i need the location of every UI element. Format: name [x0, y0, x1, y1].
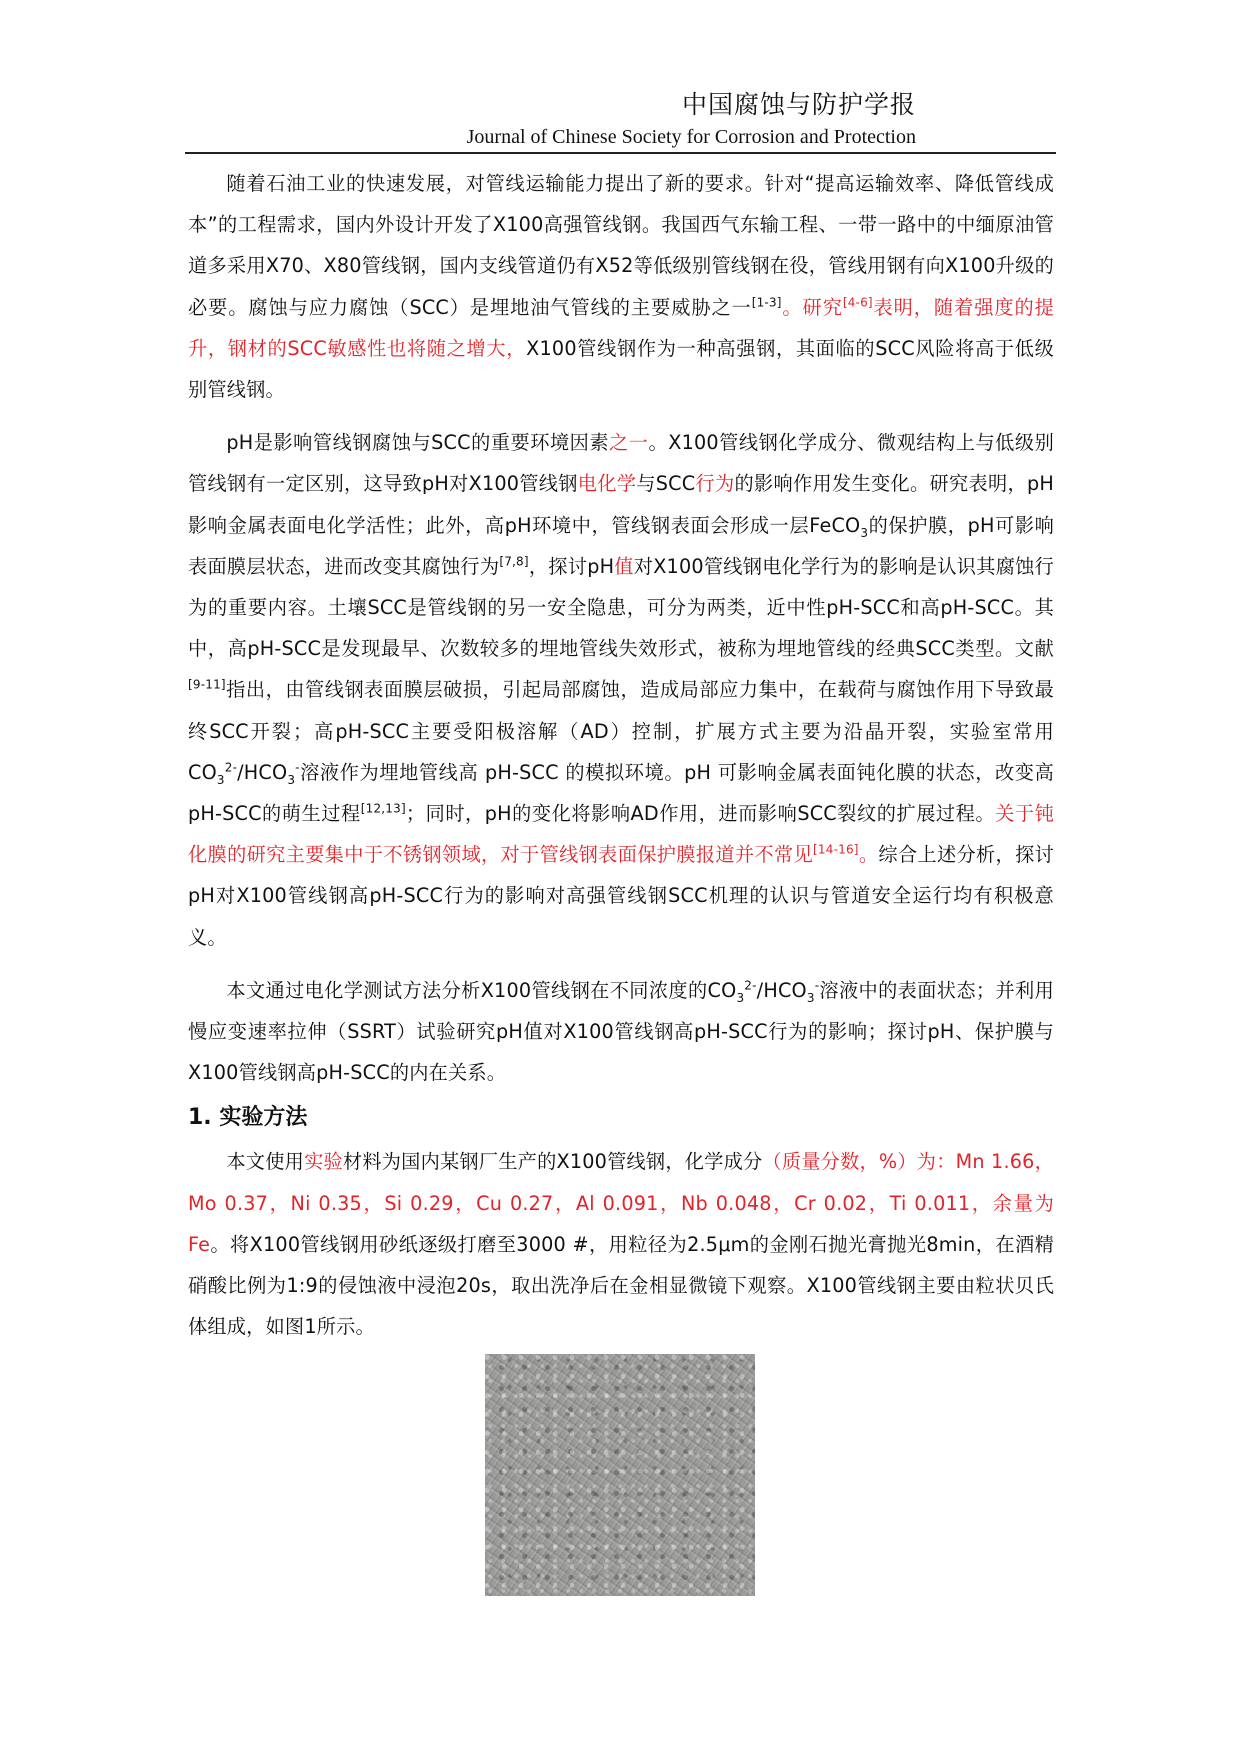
journal-title-zh: 中国腐蚀与防护学报: [681, 90, 916, 119]
text-span: 本文通过电化学测试方法分析X100管线钢在不同浓度的CO: [226, 978, 737, 1002]
citation: [9-11]: [188, 678, 226, 693]
superscript: 2-: [224, 760, 238, 775]
highlight-text: 行为: [695, 472, 735, 496]
text-span: 溶液中的表面状态；并利用慢应变速率拉伸（SSRT）试验研究pH值对X100管线钢高pH-SCC行为的影响；探讨pH、保护膜与X100管线钢高pH-SCC的内在关系。: [188, 978, 1054, 1085]
highlight-text: 。研究: [781, 295, 843, 319]
subscript: 3: [860, 525, 869, 540]
text-span: 材料为国内某钢厂生产的X100管线钢，化学成分: [342, 1150, 763, 1174]
highlight-text: 实验: [304, 1150, 343, 1174]
paragraph-intro-3: [188, 970, 1054, 1094]
text-span: 对X100管线钢电化学行为的影响是认识其腐蚀行为的重要内容。土壤SCC是管线钢的另一安全隐患，可分为两类，近中性pH-SCC和高pH-SCC。其中，高pH-SCC是发现最早、次数较多的埋地管线失效形式，被称为埋地管线的经典SCC类型。文献: [188, 554, 1054, 661]
paragraph-intro-2: [188, 422, 1054, 958]
text-span: 与SCC: [636, 472, 696, 496]
paragraph-methods-1: [188, 1141, 1054, 1347]
header-rule: [185, 152, 1056, 154]
text-span: 。X100管线钢化学成分、微观结构上与低级别管线钢有一定区别，这导致pH对X100管线钢: [188, 431, 1054, 496]
text-span: 指出，由管线钢表面膜层破损，引起局部腐蚀，造成局部应力集中，在载荷与腐蚀作用下导致最终SCC开裂；高pH-SCC主要受阳极溶解（AD）控制，扩展方式主要为沿晶开裂，实验室常用CO: [188, 678, 1054, 784]
highlight-text: 关于钝化膜的研究主要集中于不锈钢领域，对于管线钢表面保护膜报道并不常见: [188, 802, 1054, 867]
text-span: 。将X100管线钢用砂纸逐级打磨至3000 #，用粒径为2.5μm的金刚石抛光膏抛光8min，在酒精硝酸比例为1:9的侵蚀液中浸泡20s，取出洗净后在金相显微镜下观察。X100管线钢主要由粒状贝氏体组成，如图1所示。: [188, 1232, 1054, 1339]
text-span: /HCO: [237, 760, 288, 784]
citation: [12,13]: [360, 801, 406, 816]
highlight-text: （质量分数，%）为：Mn 1.66，Mo 0.37，Ni 0.35，Si 0.29，Cu 0.27，Al 0.091，Nb 0.048，Cr 0.02，Ti 0.011，余量为Fe: [188, 1150, 1054, 1256]
highlight-text: 电化学: [577, 472, 637, 496]
text-span: ，探讨pH: [528, 554, 615, 578]
text-span: X100管线钢作为一种高强钢，其面临的SCC风险将高于低级别管线钢。: [188, 336, 1054, 402]
citation: [4-6]: [842, 295, 873, 310]
journal-title-en: Journal of Chinese Society for Corrosion and Protection: [466, 126, 916, 148]
highlight-text: 之一: [609, 431, 649, 455]
article-body: [188, 163, 1054, 1347]
citation: [7,8]: [499, 554, 529, 569]
journal-header: [185, 88, 1056, 150]
paragraph-intro-1: [188, 163, 1054, 410]
highlight-text: 。: [858, 843, 879, 867]
subscript: 3: [216, 772, 225, 787]
citation: [1-3]: [751, 295, 782, 310]
text-span: 本文使用: [226, 1150, 305, 1174]
superscript: -: [295, 760, 300, 775]
micrograph-figure: [485, 1354, 755, 1596]
subscript: 3: [806, 990, 815, 1005]
text-span: pH是影响管线钢腐蚀与SCC的重要环境因素: [226, 431, 610, 455]
highlight-text: 值: [614, 554, 634, 578]
subscript: 3: [736, 990, 745, 1005]
text-span: 的影响作用发生变化。研究表明，pH影响金属表面电化学活性；此外，高pH环境中，管线钢表面会形成一层FeCO: [188, 472, 1054, 537]
text-span: 综合上述分析，探讨pH对X100管线钢高pH-SCC行为的影响对高强管线钢SCC机理的认识与管道安全运行均有积极意义。: [188, 843, 1055, 949]
text-span: /HCO: [756, 978, 807, 1002]
citation: [14-16]: [813, 842, 859, 857]
section-heading: 1. 实验方法: [188, 1105, 308, 1131]
superscript: -: [814, 978, 820, 993]
subscript: 3: [287, 772, 296, 787]
superscript: 2-: [744, 978, 757, 993]
text-span: 随着石油工业的快速发展，对管线运输能力提出了新的要求。针对“提高运输效率、降低管线成本”的工程需求，国内外设计开发了X100高强管线钢。我国西气东输工程、一带一路中的中缅原油管道多采用X70、X80管线钢，国内支线管道仍有X52等低级别管线钢在役，管线用钢有向X100升级的必要。腐蚀与应力腐蚀（SCC）是埋地油气管线的主要威胁之一: [188, 172, 1054, 319]
text-span: 的保护膜，pH可影响表面膜层状态，进而改变其腐蚀行为: [188, 513, 1054, 578]
text-span: 溶液作为埋地管线高 pH-SCC 的模拟环境。pH 可影响金属表面钝化膜的状态，改变高pH-SCC的萌生过程: [188, 760, 1054, 826]
highlight-text: 表明，随着强度的提升，钢材的SCC敏感性也将随之增大，: [188, 295, 1054, 360]
text-span: ；同时，pH的变化将影响AD作用，进而影响SCC裂纹的扩展过程。: [405, 802, 996, 826]
